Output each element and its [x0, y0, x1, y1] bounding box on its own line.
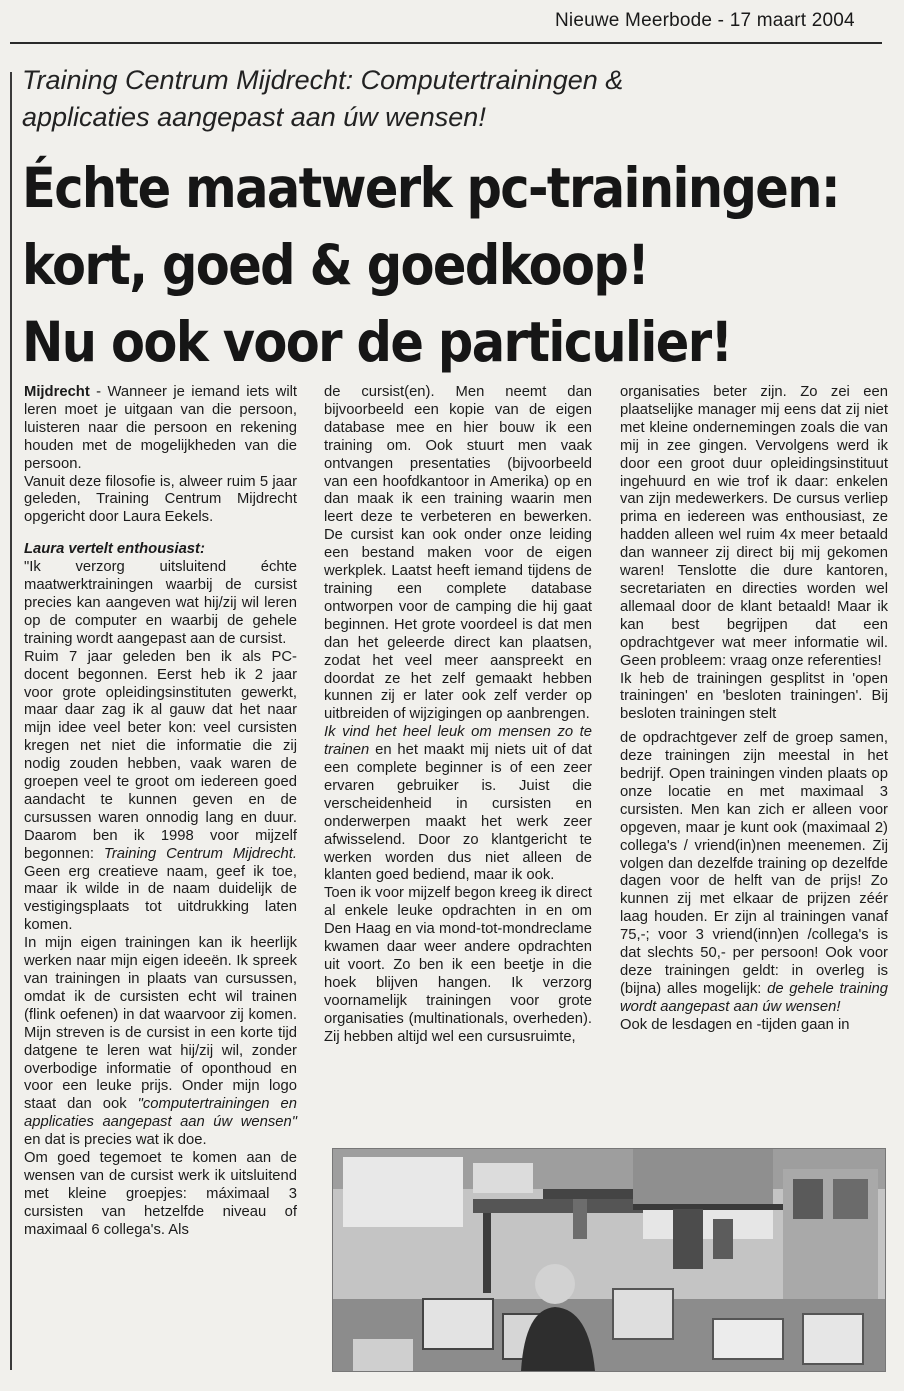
office-photo-illustration [333, 1149, 885, 1371]
paragraph-1: "Ik verzorg uitsluitend échte maatwerktrainingen waarbij de cursist precies kan aangeven wat hij/zij wil leren op de computer en waarbij de gehele training wordt aangepast aan de cursist. [24, 559, 297, 647]
column-3-paragraph-4: Ook de lesdagen en -tijden gaan in [620, 1016, 850, 1033]
office-photo [332, 1148, 886, 1372]
column-3-italic: de gehele training wordt aangepast aan úw wensen! [620, 980, 888, 1015]
paragraph-3-end: en dat is precies wat ik doe. [24, 1132, 207, 1149]
newspaper-name: Nieuwe Meerbode [555, 10, 713, 31]
column-1 [24, 384, 297, 1240]
column-2-italic: Ik vind het heel leuk om mensen zo te trainen [324, 724, 592, 759]
column-2-paragraph-1: de cursist(en). Men neemt dan bijvoorbeeld een kopie van de eigen database mee en hier bouw ik een training om. Ook stuurt men vaak ontvangen presentaties (bijvoorbeeld van een hoofdkantoor in Amerika) op en dan maak ik een training waarin men leert deze te verbeteren en bewerken. De cursist kan ook onder onze leiding een bestand maken voor de eigen werkplek. Laatst heeft iemand tijdens de training een complete database ontworpen voor de camping die hij gaat beginnen. Het grote voordeel is dat men dan het geleerde direct kan plaatsen, zodat het veel meer aanspreekt en doordat ze het zelf gemaakt hebben kunnen zij er later ook zelf verder op uitbreiden of wijzigingen op aanbrengen. [324, 384, 592, 723]
headline-line-3: Nu ook voor de particulier! [22, 310, 732, 374]
column-3-paragraph-2: Ik heb de trainingen gesplitst in 'open trainingen' en 'besloten trainingen'. Bij besloten trainingen stelt [620, 670, 888, 723]
column-3-paragraph-3 [620, 730, 888, 1017]
kicker-line-1: Training Centrum Mijdrecht: Computertrainingen & [22, 65, 624, 95]
paragraph-3-text: In mijn eigen trainingen kan ik heerlijk werken naar mijn eigen ideeën. Ik spreek van trainingen in plaats van cursussen, omdat ik de cursisten echt wil trainen (flink oefenen) in dat waarvoor zij komen. Mijn streven is de cursist in een korte tijd datgene te leren wat hij/zij wil, zonder overbodige informatie of oponthoud en voor een leuke prijs. Onder mijn logo staat dan ook [24, 935, 297, 1113]
kicker [22, 62, 822, 136]
intro-paragraph [24, 384, 297, 474]
paragraph-4: Om goed tegemoet te komen aan de wensen van de cursist werk ik uitsluitend met kleine groepjes: máximaal 3 cursisten van hetzelfde niveau of maximaal 6 collega's. Als [24, 1150, 297, 1238]
column-2-paragraph-2-text: en het maakt mij niets uit of dat een complete beginner is of een zeer ervaren gebruiker is. Juist die verscheidenheid in cursisten en onderwerpen maakt het werk zeer afwisselend. Door zo klantgericht te werken worden dus niet alleen de klanten goed bediend, maar ik ook. [324, 742, 592, 884]
column-2 [324, 384, 592, 1047]
left-rule [10, 72, 12, 1370]
intro-paragraph-2: Vanuit deze filosofie is, alweer ruim 5 jaar geleden, Training Centrum Mijdrecht opgericht door Laura Eekels. [24, 473, 297, 526]
headline [22, 150, 840, 381]
column-2-paragraph-2 [324, 724, 592, 885]
paragraph-2 [24, 649, 297, 936]
intro-text: - Wanneer je iemand iets wilt leren moet je uitgaan van die persoon, luisteren naar die persoon en rekening houden met de mogelijkheden van die persoon. [24, 384, 297, 472]
dateline: Mijdrecht [24, 384, 90, 400]
headline-line-1: Échte maatwerk pc-trainingen: [22, 156, 840, 220]
publication-date: 17 maart 2004 [729, 10, 855, 31]
column-3-paragraph-1: organisaties beter zijn. Zo zei een plaatselijke manager mij eens dat zij niet met kleine ondernemingen zoals die van mij in zee gingen. Vervolgens werd ik door een groot duur opleidingsinstituut ingehuurd en wie trof ik daar: enkelen van zijn medewerkers. De cursus verliep prima en iedereen was enthousiast, ze hadden alleen wel ruim 4x meer betaald dan wanneer zij direct bij mij gekomen waren! Tenslotte die dure kantoren, secretariaten en directies worden wel allemaal door de klant betaald! Maar ik kan best begrijpen dat een opdrachtgever wat meer informatie wil. Geen probleem: vraag onze referenties! [620, 384, 888, 669]
company-name: Training Centrum Mijdrecht. [103, 845, 297, 862]
column-2-paragraph-3: Toen ik voor mijzelf begon kreeg ik direct al enkele leuke opdrachten in en om Den Haag en via mond-tot-mondreclame kwamen daar weer andere opdrachten uit voort. Zo ben ik een beetje in die hoek blijven hangen. Ik verzorg voornamelijk trainingen voor grote organisaties (multinationals, overheden). Zij hebben altijd wel een cursusruimte, [324, 885, 592, 1045]
column-3 [620, 384, 888, 1035]
kicker-line-2: applicaties aangepast aan úw wensen! [22, 102, 486, 132]
paragraph-3 [24, 935, 297, 1150]
column-3-paragraph-3-text: de opdrachtgever zelf de groep samen, deze trainingen zijn meestal in het bedrijf. Open trainingen vinden plaats op onze locatie en met maximaal 3 cursisten. Men kan zich er alleen voor opgeven, maar je kunt ook (maximaal 2) collega's / vriend(in)nen meenemen. Zij volgen dan dezelfde training op dezelfde dagen voor de helft van de prijs! Zo kunnen zij met elkaar de prijzen zéér laag houden. Er zijn al trainingen vanaf 75,-; voor 3 vriend(inn)en /collega's is dat slechts 50,- per persoon! Ook voor deze trainingen geldt: in overleg is (bijna) alles mogelijk: [620, 730, 888, 997]
masthead: Nieuwe Meerbode - 17 maart 2004 [555, 10, 855, 31]
headline-line-2: kort, goed & goedkoop! [22, 233, 649, 297]
top-rule [10, 42, 882, 44]
paragraph-2-end: Geen erg creatieve naam, geef ik toe, maar ik wilde in de naam duidelijk de vestigingsplaats tot uitdrukking laten komen. [24, 863, 297, 934]
subheading: Laura vertelt enthousiast: [24, 541, 205, 558]
paragraph-2-text: Ruim 7 jaar geleden ben ik als PC-docent begonnen. Eerst heb ik 2 jaar voor grote opleidingsinstituten gewerkt, maar daar zag ik al gauw dat het naar mijn idee veel beter kon: veel cursisten kregen net niet die informatie die zij nodig zouden hebben, vaak waren de groepen veel te groot om iedereen goed aandacht te kunnen geven en de cursussen waren onnodig lang en duur. Daarom ben ik 1998 voor mijzelf begonnen: [24, 648, 297, 862]
logo-slogan: "computertrainingen en applicaties aangepast aan úw wensen" [24, 1096, 297, 1131]
